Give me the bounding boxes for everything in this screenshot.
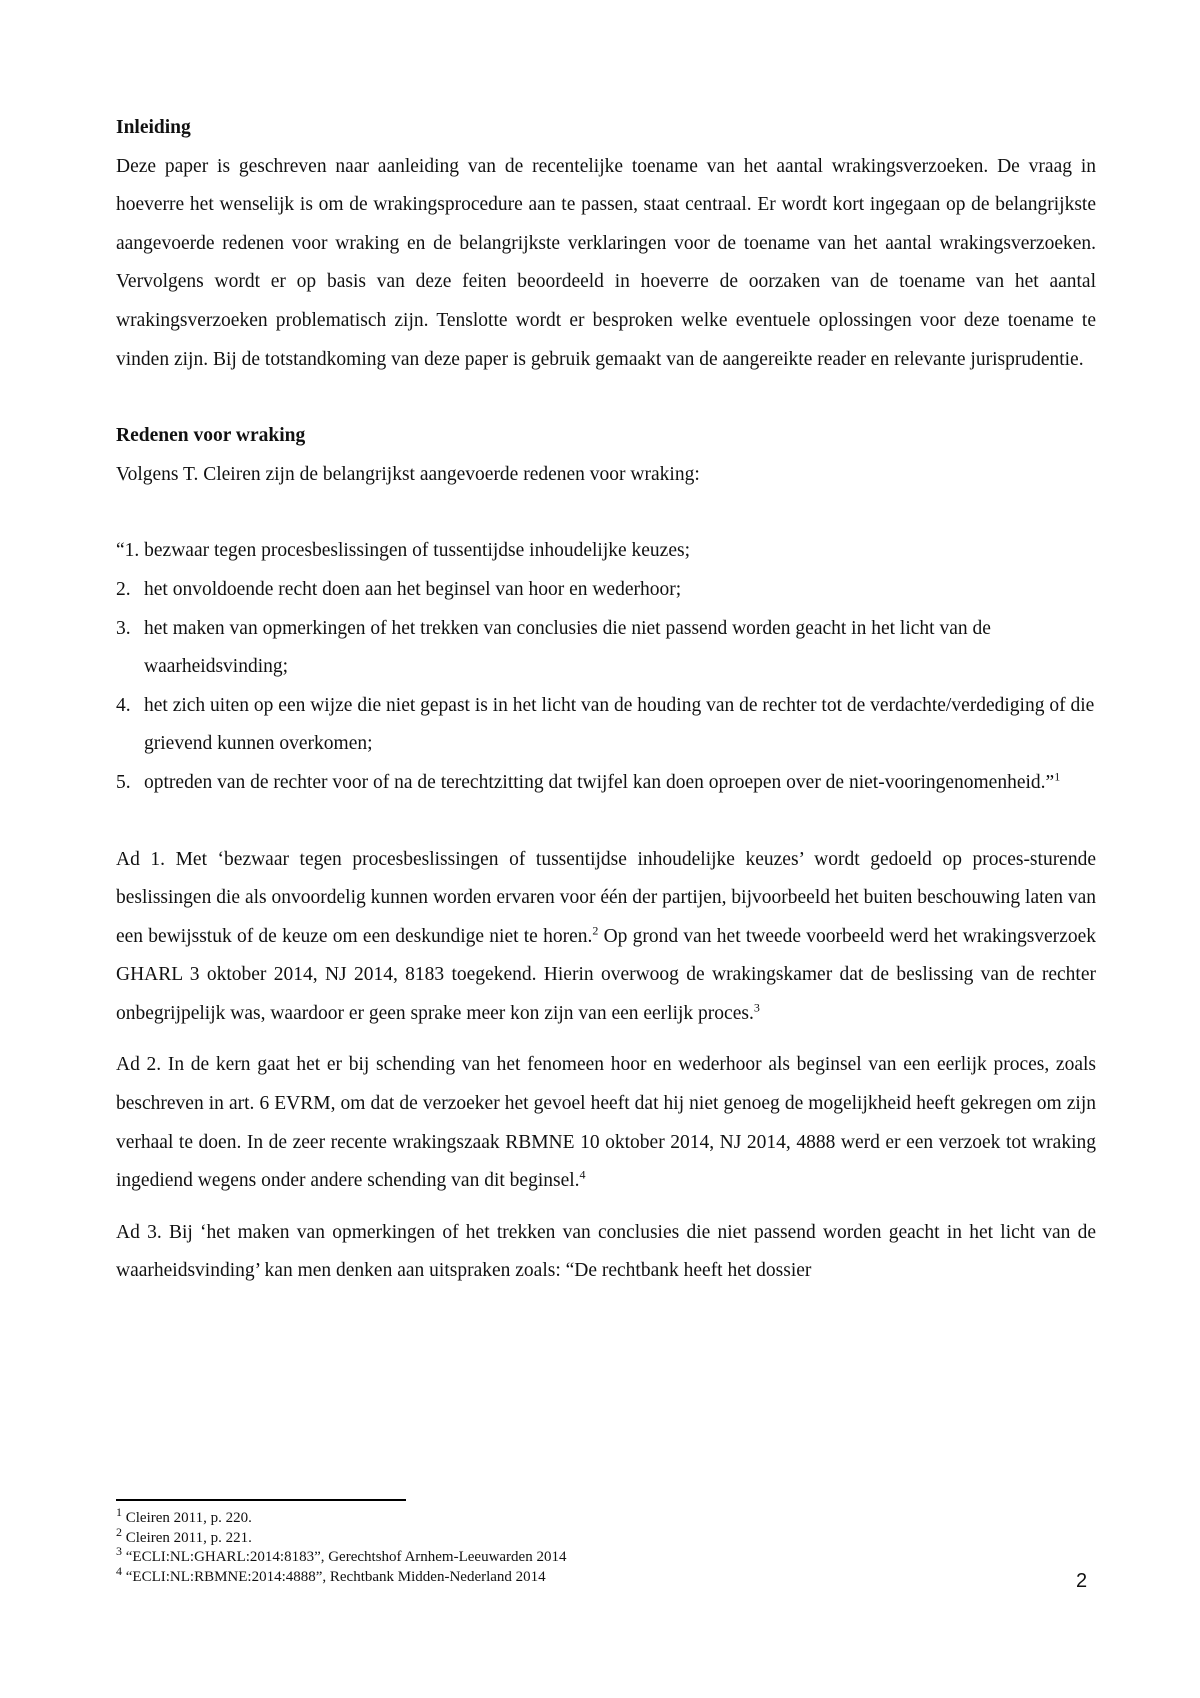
footnote: $^2$ Cleiren 2011, p. 221. (116, 1524, 252, 1546)
reasons-list (116, 532, 1096, 802)
ad1-paragraph: Ad 1. Met ‘bezwaar tegen procesbeslissingen of tussentijdse inhoudelijke keuzes’ wordt gedoeld op proces-sturende beslissingen die als onvoordelig kunnen worden ervaren voor één der partijen, bijvoorbeeld het buiten beschouwing laten van een bewijsstuk of de keuze om een deskundige niet te horen.$^2$ Op grond van het tweede voorbeeld werd het wrakingsverzoek GHARL 3 oktober 2014, NJ 2014, 8183 toegekend. Hierin overwoog de wrakingskamer dat de beslissing van de rechter onbegrijpelijk was, waardoor er geen sprake meer kon zijn van een eerlijk proces.$^3$ (116, 848, 1096, 1024)
body-text (116, 109, 1096, 1291)
heading-inleiding: Inleiding (116, 117, 191, 138)
list-item: 5. optreden van de rechter voor of na de terechtzitting dat twijfel kan doen oproepen over de niet-vooringenomenheid.”$^1$ (116, 769, 1061, 793)
list-item: 2. het onvoldoende recht doen aan het beginsel van hoor en wederhoor; (116, 578, 682, 600)
footnotes (116, 1505, 1016, 1587)
ad3-paragraph: Ad 3. Bij ‘het maken van opmerkingen of het trekken van conclusies die niet passend worden geacht in het licht van de waarheidsvinding’ kan men denken aan uitspraken zoals: “De rechtbank heeft het dossier (116, 1221, 1096, 1282)
footnote: $^3$ “ECLI:NL:GHARL:2014:8183”, Gerechtshof Arnhem-Leeuwarden 2014 (116, 1544, 567, 1565)
intro-paragraph: Deze paper is geschreven naar aanleiding van de recentelijke toename van het aantal wrakingsverzoeken. De vraag in hoeverre het wenselijk is om de wrakingsprocedure aan te passen, staat centraal. Er wordt kort ingegaan op de belangrijkste aangevoerde redenen voor wraking en de belangrijkste verklaringen voor de toename van het aantal wrakingsverzoeken. Vervolgens wordt er op basis van deze feiten beoordeeld in hoeverre de oorzaken van de toename van het aantal wrakingsverzoeken problematisch zijn. Tenslotte wordt er besproken welke eventuele oplossingen voor deze toename te vinden zijn. Bij de totstandkoming van deze paper is gebruik gemaakt van de aangereikte reader en relevante jurisprudentie. (116, 155, 1096, 370)
list-item: 4. het zich uiten op een wijze die niet gepast is in het licht van de houding van de rechter tot de verdachte/verdediging of die grievend kunnen overkomen; (116, 694, 1095, 755)
footnote-ref: 4 (579, 1167, 586, 1182)
reasons-lead: Volgens T. Cleiren zijn de belangrijkst aangevoerde redenen voor wraking: (116, 463, 700, 485)
footnote-ref: 2 (592, 923, 599, 938)
ad2-paragraph: Ad 2. In de kern gaat het er bij schending van het fenomeen hoor en wederhoor als beginsel van een eerlijk proces, zoals beschreven in art. 6 EVRM, om dat de verzoeker het gevoel heeft dat hij niet genoeg de mogelijkheid heeft gekregen om zijn verhaal te doen. In de zeer recente wrakingszaak RBMNE 10 oktober 2014, NJ 2014, 4888 werd er een verzoek tot wraking ingediend wegens onder andere schending van dit beginsel.$^4$ (116, 1054, 1096, 1192)
page-number: 2 (1076, 1570, 1088, 1592)
footnote: $^1$ Cleiren 2011, p. 220. (116, 1505, 252, 1526)
heading-redenen: Redenen voor wraking (116, 425, 306, 447)
list-item: 3. het maken van opmerkingen of het trekken van conclusies die niet passend worden geacht in het licht van de waarheidsvinding; (116, 617, 991, 678)
list-item: “1. bezwaar tegen procesbeslissingen of tussentijdse inhoudelijke keuzes; (116, 540, 690, 562)
footnote: $^4$ “ECLI:NL:RBMNE:2014:4888”, Rechtbank Midden-Nederland 2014 (116, 1563, 546, 1585)
footnote-ref: 1 (1054, 769, 1061, 784)
footnote-ref: 3 (753, 1000, 760, 1015)
footnote-separator (116, 1499, 406, 1501)
